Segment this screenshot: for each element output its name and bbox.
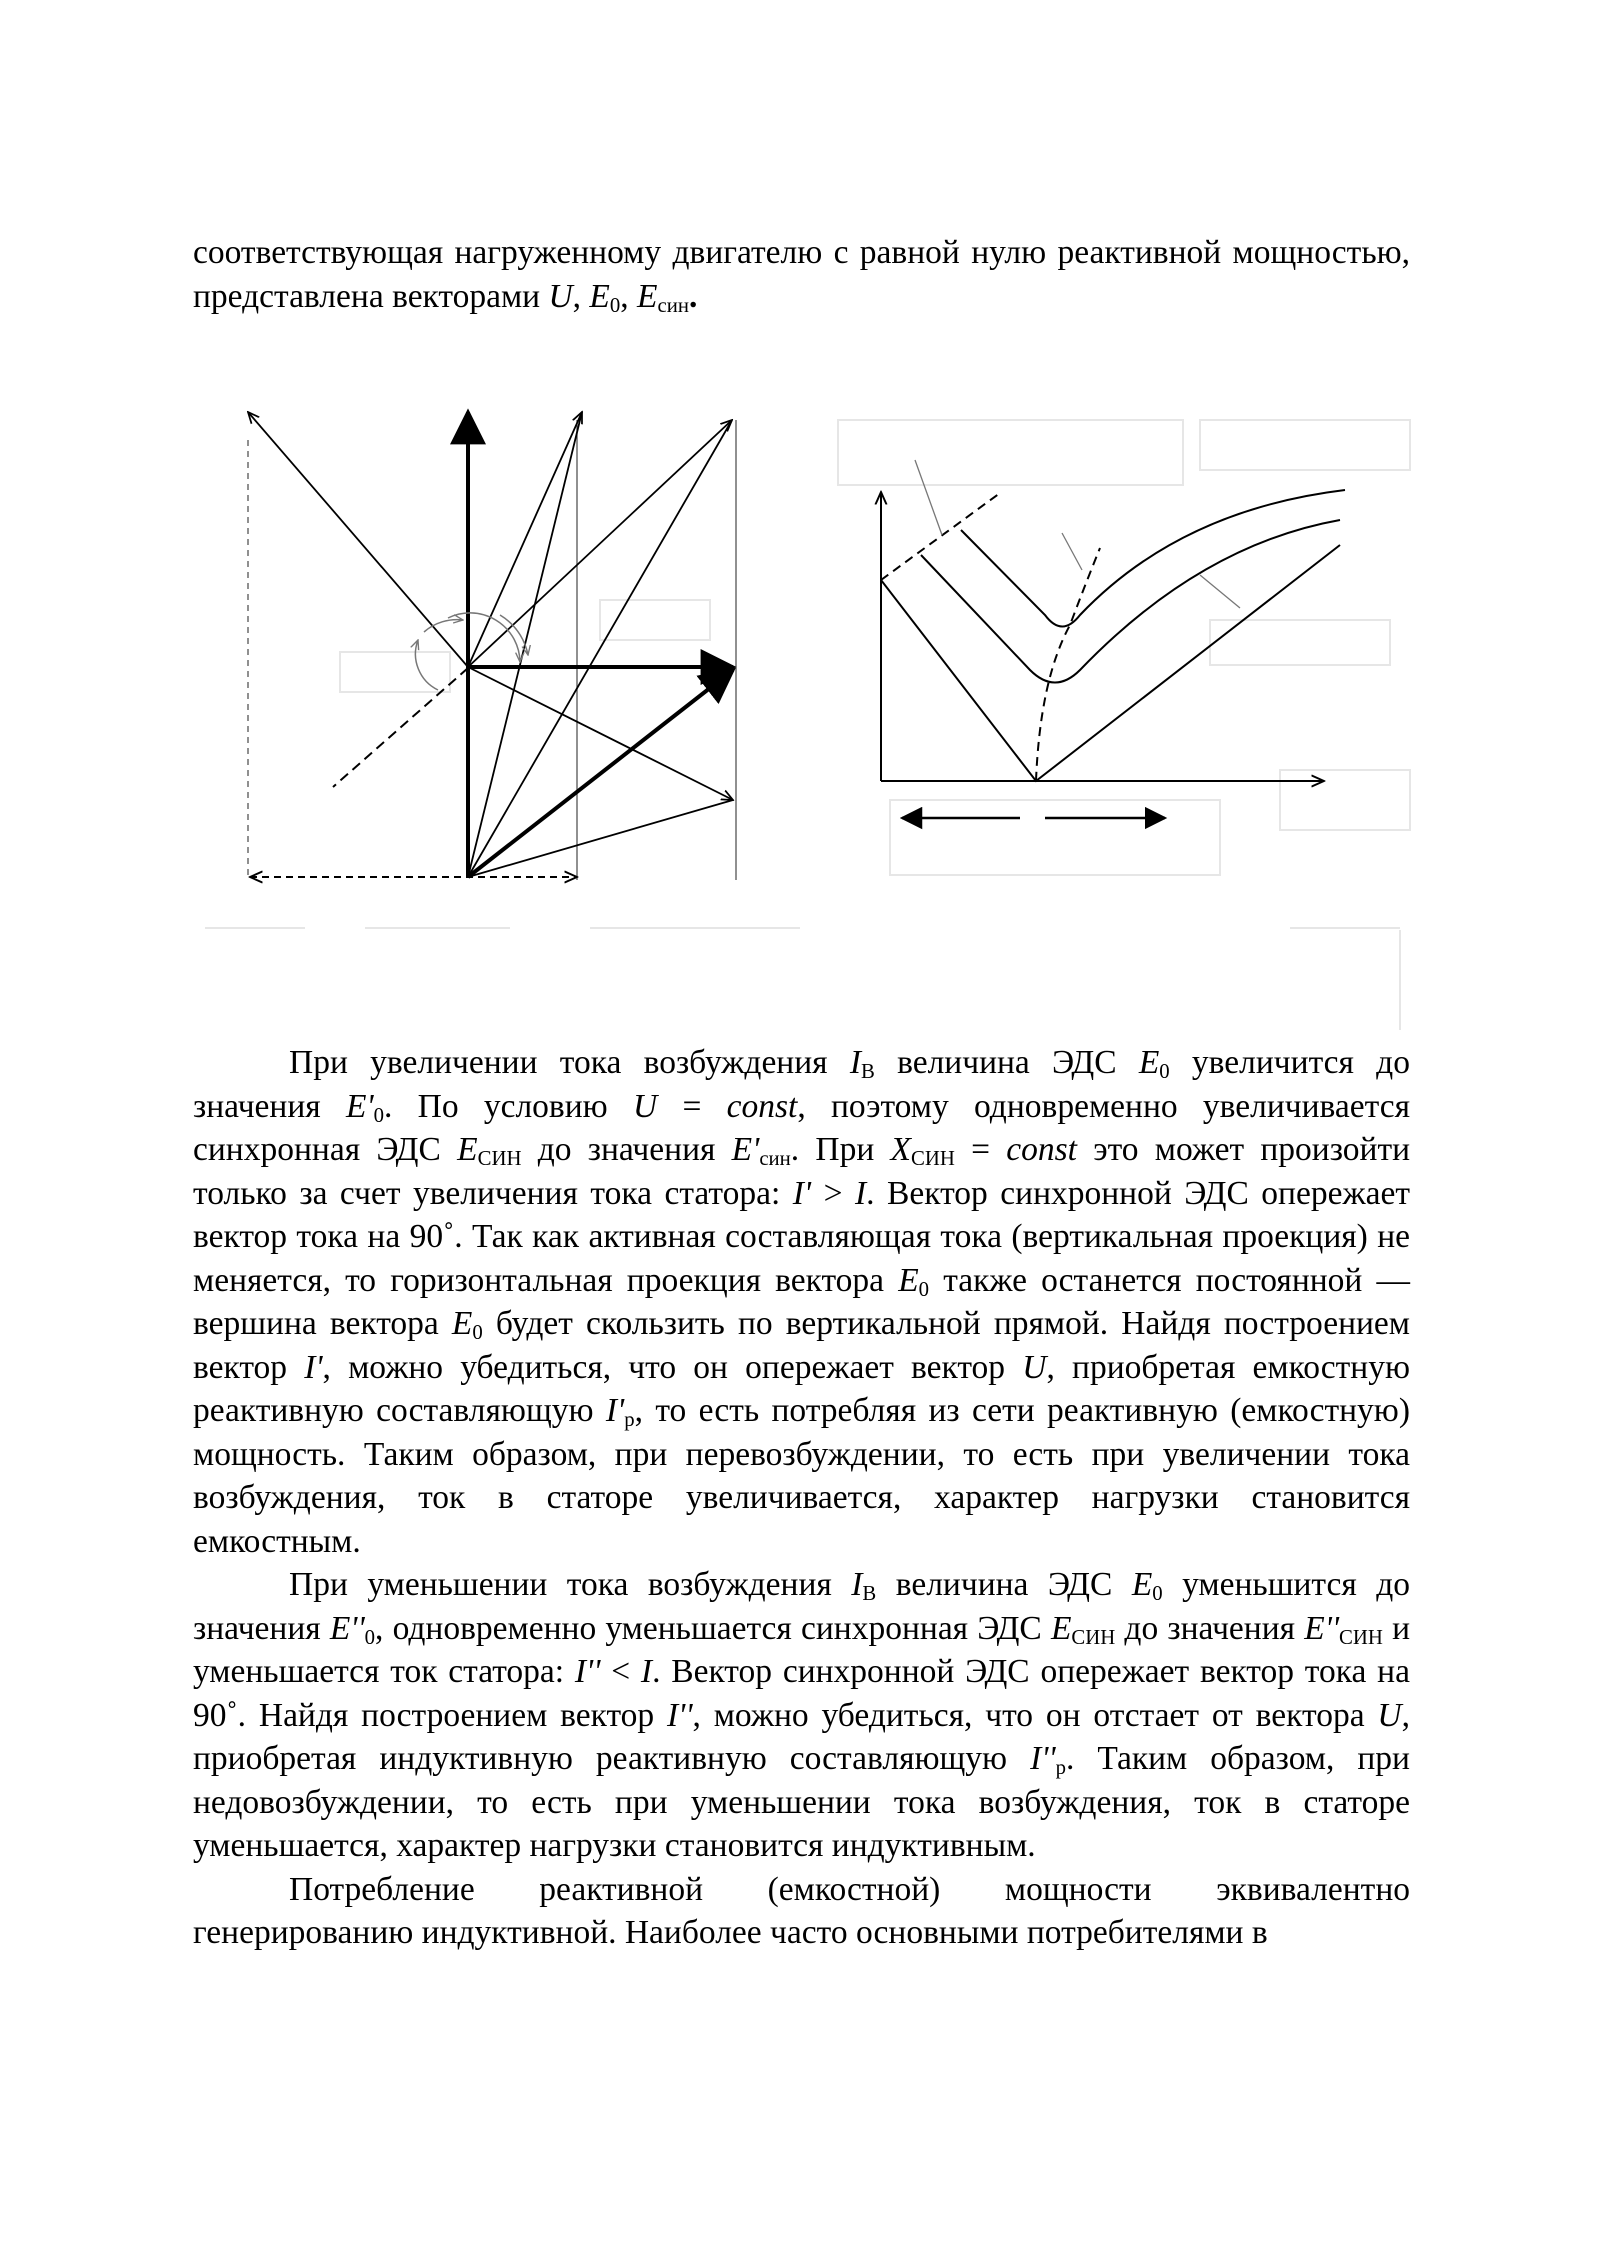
math-symbol: U <box>1377 1696 1402 1734</box>
vector-esin: E <box>637 277 658 315</box>
text-run: , можно убедиться, что он отстает от вектора <box>692 1696 1378 1734</box>
subscript: 0 <box>373 1103 384 1127</box>
text-run: При увеличении тока возбуждения <box>289 1044 850 1081</box>
vector-e0: E <box>589 277 610 315</box>
subscript: 0 <box>1152 1582 1163 1606</box>
math-symbol: E <box>1131 1566 1153 1603</box>
text-run: уменьшится до значения <box>193 1566 1410 1647</box>
text-run: до значения <box>521 1131 732 1168</box>
text-run: величина ЭДС <box>876 1566 1132 1603</box>
math-symbol: I'' <box>574 1653 601 1690</box>
subscript: 0 <box>1159 1060 1170 1084</box>
subscript: СИН <box>1071 1625 1116 1649</box>
separator: , <box>572 277 590 315</box>
math-symbol: const <box>1006 1131 1077 1168</box>
text-run: . Таким образом, при недовозбуждении, то есть при уменьшении тока возбуждения, ток в статоре уменьшается, характер нагрузки становится индуктивным. <box>193 1740 1410 1864</box>
math-symbol: I' <box>304 1348 323 1386</box>
subscript: син <box>657 293 689 317</box>
vector-diagram <box>248 412 736 880</box>
body-text <box>193 1041 1410 1955</box>
text-run: . Вектор синхронной ЭДС опережает вектор тока на 90˚. Найдя построением вектор <box>193 1653 1410 1734</box>
subscript: СИН <box>1339 1625 1383 1649</box>
math-symbol: I' <box>605 1392 625 1429</box>
paragraph-underexcitation <box>193 1563 1410 1868</box>
text-run: < <box>600 1653 641 1690</box>
math-symbol: U <box>632 1087 658 1125</box>
math-symbol: E <box>1050 1609 1072 1647</box>
subscript: 0 <box>364 1625 376 1649</box>
math-symbol: I <box>849 1044 861 1081</box>
text-run: и уменьшается ток статора: <box>193 1609 1410 1690</box>
text-run: , приобретая емкостную реактивную составляющую <box>193 1348 1410 1429</box>
math-symbol: U <box>1022 1348 1047 1386</box>
text-run: будет скользить по вертикальной прямой. Найдя построением вектор <box>193 1305 1410 1386</box>
math-symbol: X <box>890 1131 911 1168</box>
top-paragraph-text: соответствующая нагруженному двигателю с равной нулю реактивной мощностью, представлена векторами <box>193 234 1410 315</box>
text-run: , то есть потребляя из сети реактивную (емкостную) мощность. Таким образом, при перевозбуждении, то есть при увеличении тока возбуждения, ток в статоре увеличивается, характер нагрузки становится емкостным. <box>193 1392 1410 1560</box>
period: . <box>688 277 698 315</box>
separator: , <box>620 277 638 315</box>
text-run: , можно убедиться, что он опережает вектор <box>322 1348 1023 1386</box>
text-run: , одновременно уменьшается синхронная ЭДС <box>375 1609 1051 1647</box>
text-run: величина ЭДС <box>874 1044 1139 1081</box>
math-symbol: I'' <box>667 1696 693 1734</box>
text-run: до значения <box>1115 1609 1305 1647</box>
math-symbol: E <box>898 1261 919 1299</box>
subscript: 0 <box>472 1321 483 1345</box>
paragraph-overexcitation <box>193 1041 1410 1563</box>
subscript: В <box>860 1060 875 1084</box>
subscript: син <box>759 1147 791 1171</box>
math-symbol: I <box>851 1566 863 1603</box>
math-symbol: E <box>1138 1044 1160 1081</box>
math-symbol: I'' <box>1030 1740 1056 1777</box>
math-symbol: I <box>855 1174 867 1212</box>
v-curves <box>881 460 1345 818</box>
subscript: р <box>1055 1756 1066 1780</box>
paragraph-reactive-power <box>193 1868 1410 1955</box>
math-symbol: E <box>457 1131 478 1168</box>
text-run: = <box>657 1087 727 1125</box>
text-run: Потребление реактивной (емкостной) мощности эквивалентно генерированию индуктивной. Наиболее часто основными потребителями в <box>193 1870 1410 1951</box>
math-symbol: E'' <box>329 1609 365 1647</box>
text-run: = <box>954 1131 1007 1168</box>
math-symbol: E'' <box>1304 1609 1340 1647</box>
subscript: 0 <box>918 1277 930 1301</box>
text-run: . При <box>790 1131 891 1168</box>
math-symbol: const <box>726 1087 798 1125</box>
text-run: . Вектор синхронной ЭДС опережает вектор тока на 90˚. Так как активная составляющая тока (вертикальная проекция) не меняется, то горизонтальная проекция вектора <box>193 1174 1410 1299</box>
subscript: 0 <box>609 293 621 317</box>
math-symbol: I' <box>792 1174 812 1212</box>
subscript: р <box>624 1408 635 1432</box>
text-run: , поэтому одновременно увеличивается синхронная ЭДС <box>193 1087 1410 1168</box>
text-run: также останется постоянной — вершина вектора <box>193 1261 1410 1342</box>
subscript: СИН <box>911 1147 955 1171</box>
text-run: увеличится до значения <box>193 1044 1410 1125</box>
math-symbol: E' <box>731 1131 760 1168</box>
text-run: , приобретая индуктивную реактивную составляющую <box>193 1696 1410 1777</box>
text-run: это может произойти только за счет увеличения тока статора: <box>193 1131 1411 1212</box>
vector-u: U <box>548 277 573 315</box>
scan-artifacts <box>205 420 1410 1030</box>
subscript: СИН <box>477 1147 522 1171</box>
text-run: При уменьшении тока возбуждения <box>289 1566 852 1603</box>
math-symbol: I <box>640 1653 653 1690</box>
math-symbol: E <box>451 1305 473 1342</box>
top-paragraph <box>193 231 1410 318</box>
math-symbol: E' <box>345 1087 374 1125</box>
text-run: . По условию <box>383 1087 633 1125</box>
text-run: > <box>811 1174 855 1212</box>
subscript: В <box>862 1582 877 1606</box>
